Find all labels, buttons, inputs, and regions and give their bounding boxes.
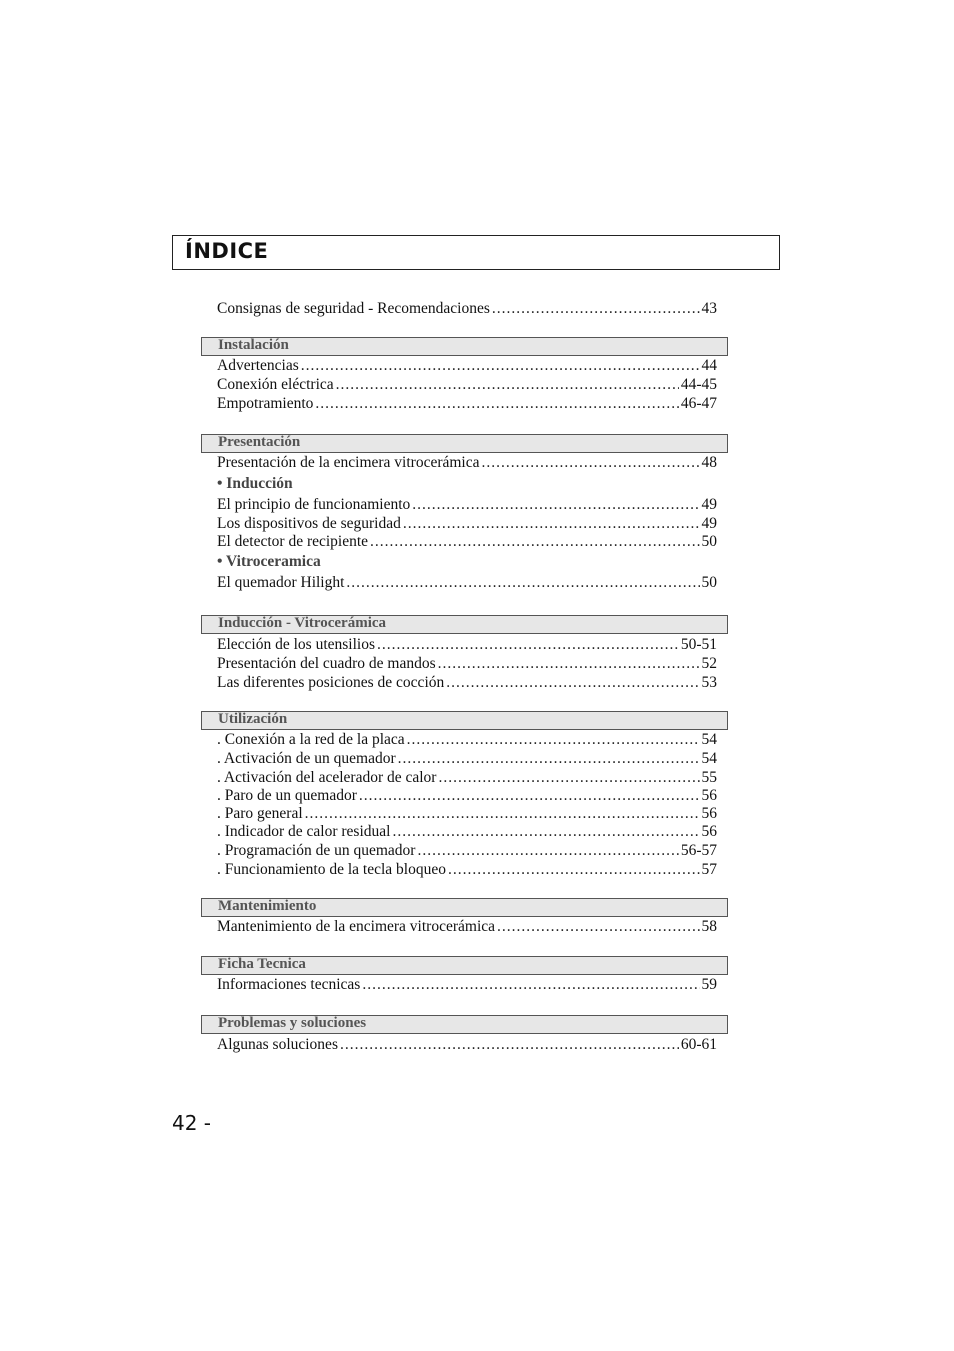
- toc-leader-dots: [315, 395, 678, 413]
- toc-leader-dots: [403, 515, 700, 533]
- toc-entry-activacion-quemador[interactable]: [217, 750, 717, 769]
- toc-leader-dots: [438, 655, 700, 673]
- toc-entry-page: 44: [701, 357, 717, 374]
- toc-entry-page: 46-47: [680, 395, 717, 412]
- toc-entry-page: 54: [701, 731, 717, 748]
- section-heading-problemas: Problemas y soluciones: [218, 1015, 367, 1031]
- toc-entry-label: . Activación del acelerador de calor: [217, 769, 437, 786]
- toc-leader-dots: [398, 750, 700, 768]
- section-bar-ficha-tecnica: [201, 956, 728, 975]
- toc-entry-label: . Programación de un quemador: [217, 842, 416, 859]
- toc-entry-page: 49: [701, 496, 717, 513]
- toc-leader-dots: [448, 861, 700, 879]
- toc-entry-hilight[interactable]: [217, 574, 717, 593]
- toc-entry-page: 49: [701, 515, 717, 532]
- toc-leader-dots: [392, 823, 699, 841]
- toc-entry-presentacion-encimera[interactable]: [217, 454, 717, 473]
- toc-entry-label: . Activación de un quemador: [217, 750, 396, 767]
- toc-entry-consignas[interactable]: [217, 300, 717, 319]
- toc-entry-label: Los dispositivos de seguridad: [217, 515, 401, 532]
- toc-entry-tecla-bloqueo[interactable]: [217, 861, 717, 880]
- section-bar-presentacion: [201, 434, 728, 453]
- page-number: 42 -: [172, 1111, 212, 1135]
- toc-entry-paro-general[interactable]: [217, 805, 717, 824]
- toc-entry-page: 52: [701, 655, 717, 672]
- toc-leader-dots: [417, 842, 678, 860]
- section-bar-instalacion: [201, 337, 728, 356]
- toc-entry-page: 56: [701, 823, 717, 840]
- toc-entry-page: 43: [701, 300, 717, 317]
- toc-entry-advertencias[interactable]: [217, 357, 717, 376]
- toc-leader-dots: [346, 574, 699, 592]
- toc-entry-page: 50: [701, 533, 717, 550]
- toc-entry-algunas-soluciones[interactable]: [217, 1036, 717, 1055]
- section-heading-mantenimiento: Mantenimiento: [218, 898, 317, 914]
- toc-entry-page: 44-45: [680, 376, 717, 393]
- toc-entry-label: Mantenimiento de la encimera vitrocerámica: [217, 918, 496, 935]
- toc-entry-label: El detector de recipiente: [217, 533, 369, 550]
- toc-entry-detector[interactable]: [217, 533, 717, 552]
- section-bar-induccion-vitro: [201, 615, 728, 634]
- toc-entry-page: 56: [701, 787, 717, 804]
- toc-entry-paro-quemador[interactable]: [217, 787, 717, 806]
- toc-entry-label: Advertencias: [217, 357, 299, 374]
- toc-entry-page: 55: [701, 769, 717, 786]
- toc-leader-dots: [407, 731, 700, 749]
- toc-entry-conexion-red[interactable]: [217, 731, 717, 750]
- toc-leader-dots: [359, 787, 700, 805]
- toc-leader-dots: [301, 357, 700, 375]
- toc-leader-dots: [377, 636, 679, 654]
- toc-entry-label: Presentación de la encimera vitrocerámica: [217, 454, 480, 471]
- index-title: ÍNDICE: [185, 239, 269, 263]
- toc-entry-label: Elección de los utensilios: [217, 636, 375, 653]
- toc-entry-page: 54: [701, 750, 717, 767]
- toc-leader-dots: [492, 300, 700, 318]
- section-heading-presentacion: Presentación: [218, 434, 301, 450]
- toc-entry-label: El quemador Hilight: [217, 574, 345, 591]
- toc-leader-dots: [412, 496, 699, 514]
- toc-entry-cuadro-mandos[interactable]: [217, 655, 717, 674]
- toc-entry-label: . Paro general: [217, 805, 303, 822]
- toc-leader-dots: [305, 805, 700, 823]
- subheading-induccion: • Inducción: [217, 475, 293, 492]
- toc-entry-label: Informaciones tecnicas: [217, 976, 361, 993]
- section-bar-utilizacion: [201, 711, 728, 730]
- section-bar-mantenimiento: [201, 898, 728, 917]
- section-bar-problemas: [201, 1015, 728, 1034]
- toc-entry-conexion-electrica[interactable]: [217, 376, 717, 395]
- toc-entry-label: Conexión eléctrica: [217, 376, 334, 393]
- toc-entry-posiciones[interactable]: [217, 674, 717, 693]
- section-heading-utilizacion: Utilización: [218, 711, 288, 727]
- toc-entry-page: 60-61: [680, 1036, 717, 1053]
- toc-entry-acelerador[interactable]: [217, 769, 717, 788]
- toc-entry-page: 50-51: [680, 636, 717, 653]
- toc-leader-dots: [362, 976, 699, 994]
- toc-entry-programacion[interactable]: [217, 842, 717, 861]
- section-heading-induccion-vitro: Inducción - Vitrocerámica: [218, 615, 387, 631]
- toc-entry-label: El principio de funcionamiento: [217, 496, 411, 513]
- toc-entry-label: Presentación del cuadro de mandos: [217, 655, 436, 672]
- toc-entry-page: 50: [701, 574, 717, 591]
- toc-entry-page: 53: [701, 674, 717, 691]
- toc-leader-dots: [446, 674, 699, 692]
- toc-entry-dispositivos[interactable]: [217, 515, 717, 534]
- toc-leader-dots: [497, 918, 699, 936]
- toc-entry-calor-residual[interactable]: [217, 823, 717, 842]
- toc-entry-label: . Paro de un quemador: [217, 787, 357, 804]
- toc-entry-informaciones[interactable]: [217, 976, 717, 995]
- toc-entry-label: Las diferentes posiciones de cocción: [217, 674, 445, 691]
- toc-leader-dots: [438, 769, 699, 787]
- toc-entry-label: . Funcionamiento de la tecla bloqueo: [217, 861, 446, 878]
- toc-entry-empotramiento[interactable]: [217, 395, 717, 414]
- toc-leader-dots: [482, 454, 700, 472]
- toc-entry-page: 48: [701, 454, 717, 471]
- toc-entry-page: 57: [701, 861, 717, 878]
- toc-leader-dots: [336, 376, 679, 394]
- toc-entry-mantenimiento-encimera[interactable]: [217, 918, 717, 937]
- index-title-box: [172, 235, 780, 270]
- toc-entry-page: 59: [701, 976, 717, 993]
- toc-entry-page: 56-57: [680, 842, 717, 859]
- toc-leader-dots: [340, 1036, 679, 1054]
- toc-entry-principio[interactable]: [217, 496, 717, 515]
- toc-entry-label: . Indicador de calor residual: [217, 823, 391, 840]
- section-heading-ficha-tecnica: Ficha Tecnica: [218, 956, 306, 972]
- toc-entry-label: Consignas de seguridad - Recomendaciones: [217, 300, 490, 317]
- toc-entry-page: 58: [701, 918, 717, 935]
- subheading-vitroceramica: • Vitroceramica: [217, 553, 321, 570]
- toc-entry-page: 56: [701, 805, 717, 822]
- toc-entry-label: Empotramiento: [217, 395, 314, 412]
- toc-entry-label: . Conexión a la red de la placa: [217, 731, 405, 748]
- toc-entry-label: Algunas soluciones: [217, 1036, 338, 1053]
- section-heading-instalacion: Instalación: [218, 337, 289, 353]
- toc-leader-dots: [370, 533, 699, 551]
- toc-entry-utensilios[interactable]: [217, 636, 717, 655]
